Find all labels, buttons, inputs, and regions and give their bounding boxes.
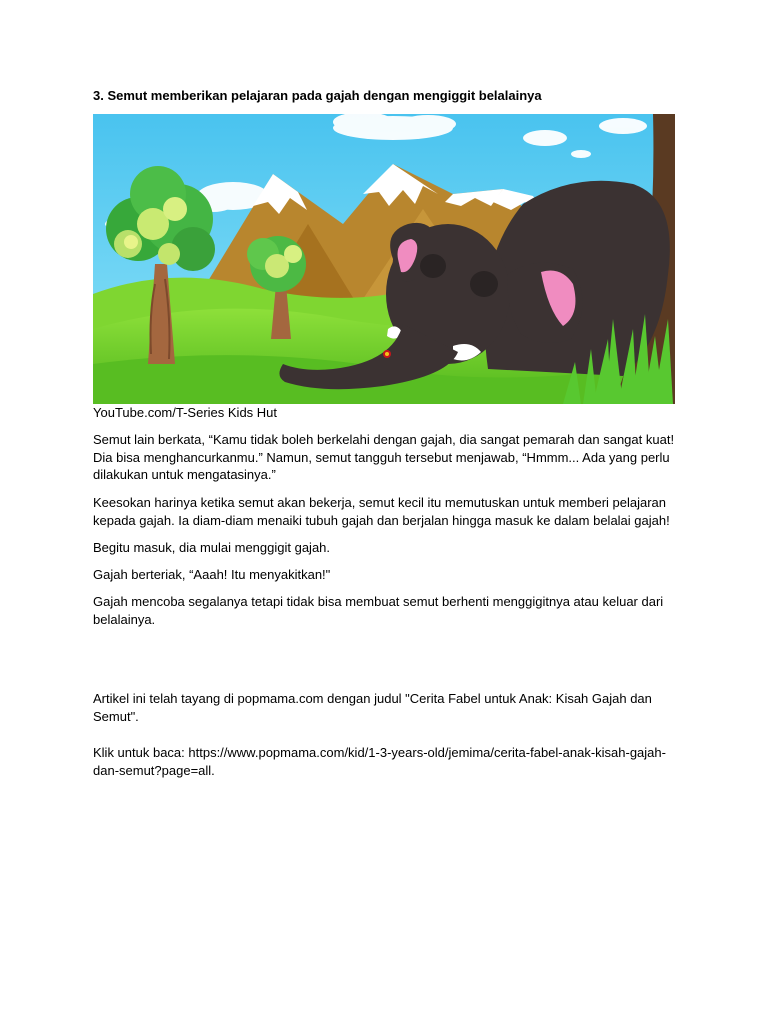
story-paragraph: Gajah berteriak, “Aaah! Itu menyakitkan!" xyxy=(93,567,331,582)
story-paragraph: Gajah mencoba segalanya tetapi tidak bisa membuat semut berhenti menggigitnya atau keluar dari belalainya. xyxy=(93,594,664,627)
elephant-illustration xyxy=(93,114,675,404)
image-caption: YouTube.com/T-Series Kids Hut xyxy=(93,405,278,420)
article-attribution: Artikel ini telah tayang di popmama.com dengan judul "Cerita Fabel untuk Anak: Kisah Gajah dan Semut". xyxy=(93,691,652,724)
story-paragraph: Begitu masuk, dia mulai menggigit gajah. xyxy=(93,540,331,555)
read-more-link[interactable]: Klik untuk baca: https://www.popmama.com/kid/1-3-years-old/jemima/cerita-fabel-anak-kisah-gajah-dan-semut?page=all. xyxy=(93,745,666,778)
section-heading: 3. Semut memberikan pelajaran pada gajah dengan mengiggit belalainya xyxy=(93,88,542,103)
story-paragraph: Semut lain berkata, “Kamu tidak boleh berkelahi dengan gajah, dia sangat pemarah dan sangat kuat! Dia bisa menghancurkanmu.” Namun, semut tangguh tersebut menjawab, “Hmmm... Ada yang perlu dilakukan untuk mengatasinya.” xyxy=(93,432,675,482)
story-paragraph: Keesokan harinya ketika semut akan bekerja, semut kecil itu memutuskan untuk memberi pelajaran kepada gajah. Ia diam-diam menaiki tubuh gajah dan berjalan hingga masuk ke dalam belalai gajah! xyxy=(93,495,670,528)
